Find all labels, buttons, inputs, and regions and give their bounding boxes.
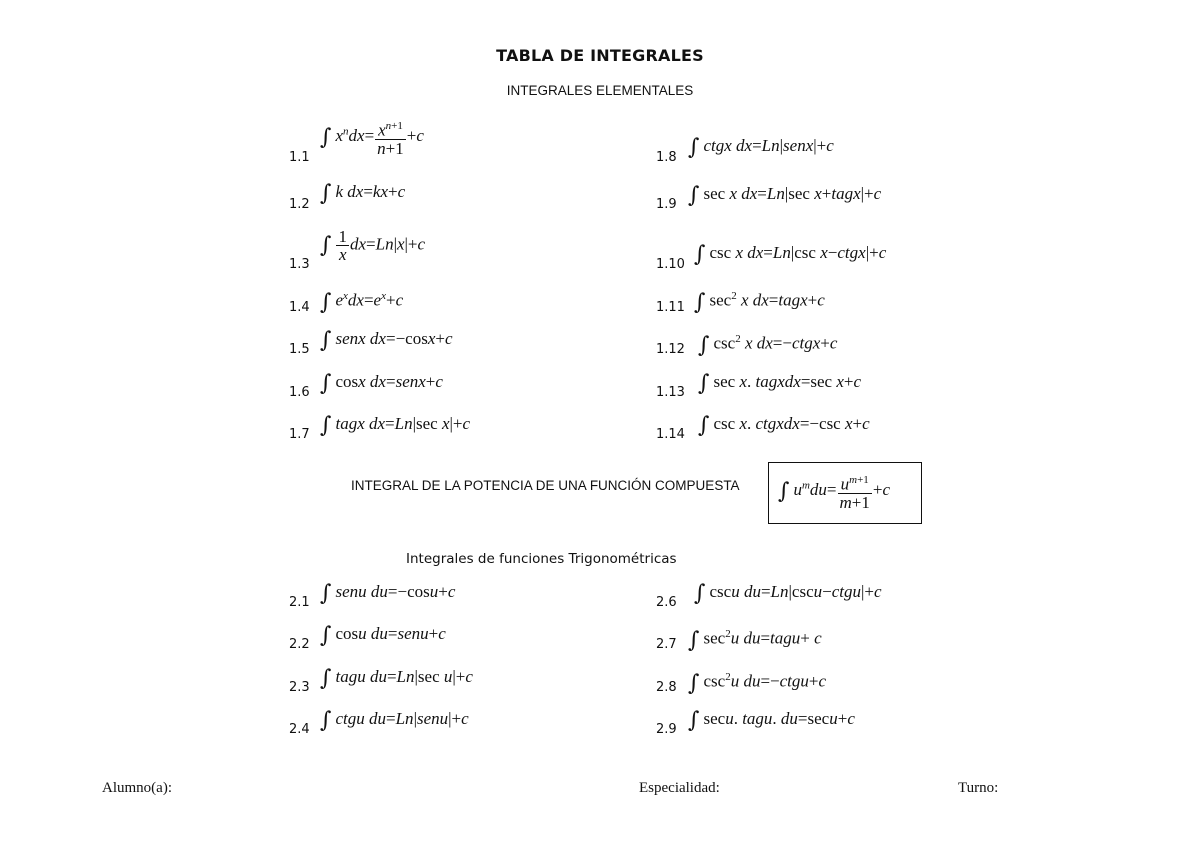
formula-number: 2.4 (289, 722, 310, 737)
formula-1-10: ∫ csc x dx=Ln|csc x−ctgx|+c (694, 242, 887, 267)
formula-number: 2.3 (289, 680, 310, 695)
formula-2-4: ∫ ctgu du=Ln|senu|+c (320, 708, 469, 733)
formula-number: 2.6 (656, 595, 677, 610)
formula-2-8: ∫ $\csc^2u$ du=−ctgu+c (688, 670, 827, 696)
formula-number: 1.5 (289, 342, 310, 357)
page-title: TABLA DE INTEGRALES (496, 46, 704, 65)
formula-number: 1.12 (656, 342, 685, 357)
formula-1-1: ∫ $x^ndx=$ $\frac{x^{n+1}}{n+1}$ +c (320, 120, 424, 158)
formula-1-9: ∫ sec x dx=Ln|sec x+tagx|+c (688, 183, 882, 208)
formula-number: 1.11 (656, 300, 685, 315)
formula-1-8: ∫ ctgx dx=Ln|senx|+c (688, 135, 834, 160)
section-title-trig: Integrales de funciones Trigonométricas (406, 551, 677, 567)
formula-number: 1.14 (656, 427, 685, 442)
formula-2-9: ∫ secu. tagu. du=secu+c (688, 708, 855, 733)
formula-number: 2.2 (289, 637, 310, 652)
formula-2-6: ∫ cscu du=Ln|cscu−ctgu|+c (694, 581, 882, 606)
formula-2-3: ∫ tagu du=Ln|sec u|+c (320, 666, 473, 691)
formula-2-2: ∫ cosu du=senu+c (320, 623, 446, 648)
formula-number: 1.8 (656, 150, 677, 165)
formula-1-3: ∫ $\frac{1}{x}$ dx=Ln|x|+c (320, 227, 426, 264)
formula-number: 1.2 (289, 197, 310, 212)
formula-number: 2.1 (289, 595, 310, 610)
formula-composite-power: ∫ $u^mdu=$ $\frac{u^{m+1}}{m+1}$ +c (778, 474, 891, 512)
formula-1-6: ∫ cosx dx=senx+c (320, 371, 443, 396)
formula-number: 1.10 (656, 257, 685, 272)
footer-alumno-label: Alumno(a): (102, 780, 172, 796)
formula-number: 1.7 (289, 427, 310, 442)
formula-1-13: ∫ sec x. tagxdx=sec x+c (698, 371, 862, 396)
formula-1-5: ∫ senx dx=−cosx+c (320, 328, 453, 353)
formula-2-1: ∫ senu du=−cosu+c (320, 581, 456, 606)
formula-number: 1.9 (656, 197, 677, 212)
formula-1-11: ∫ $\sec^2 x$ dx=tagx+c (694, 289, 825, 315)
formula-1-14: ∫ csc x. ctgxdx=−csc x+c (698, 413, 870, 438)
formula-1-2: ∫ k dx=kx+c (320, 181, 406, 206)
formula-number: 1.1 (289, 150, 310, 165)
formula-number: 2.7 (656, 637, 677, 652)
footer-especialidad-label: Especialidad: (639, 780, 720, 796)
formula-1-7: ∫ tagx dx=Ln|sec x|+c (320, 413, 471, 438)
composite-label: INTEGRAL DE LA POTENCIA DE UNA FUNCIÓN COMPUESTA (351, 478, 740, 493)
formula-number: 2.8 (656, 680, 677, 695)
formula-2-7: ∫ $\sec^2u$ du=tagu+ c (688, 627, 822, 653)
formula-number: 1.13 (656, 385, 685, 400)
formula-1-4: ∫ $e^xdx=e^x+c$ (320, 289, 404, 315)
formula-number: 1.6 (289, 385, 310, 400)
formula-number: 2.9 (656, 722, 677, 737)
formula-number: 1.3 (289, 257, 310, 272)
footer-turno-label: Turno: (958, 780, 999, 796)
formula-number: 1.4 (289, 300, 310, 315)
formula-1-12: ∫ $\csc^2 x$ dx=−ctgx+c (698, 332, 838, 358)
section-title-elementales: INTEGRALES ELEMENTALES (506, 83, 694, 98)
